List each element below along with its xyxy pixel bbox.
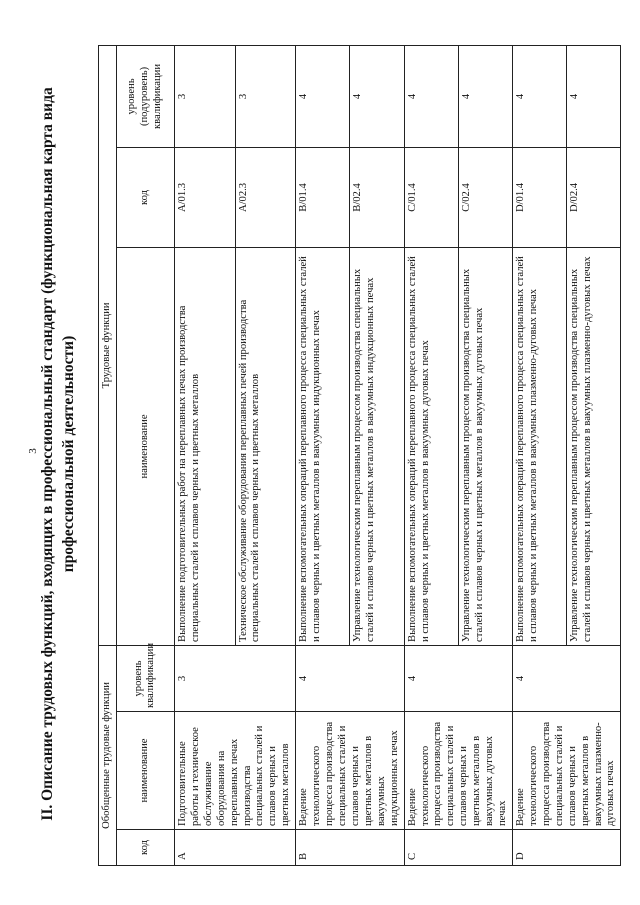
table-row: [404, 45, 458, 865]
group-name: Ведение технологического процесса производства специальных сталей и сплавов черных и цветных металлов в вакуумных плазменно-дуговых печах: [512, 712, 620, 830]
function-name: Выполнение вспомогательных операций переплавного процесса специальных сталей и сплавов черных и цветных металлов в вакуумных дуговых печах: [404, 247, 458, 645]
function-name: Выполнение подготовительных работ на переплавных печах производства специальных сталей и сплавов черных и цветных металлов: [174, 247, 235, 645]
function-code: B/01.4: [296, 147, 350, 247]
func-name-header: наименование: [116, 247, 174, 645]
function-name: Управление технологическим переплавным процессом производства специальных сталей и сплавов черных и цветных металлов в вакуумных индукционных печах: [350, 247, 404, 645]
group-level: 4: [404, 645, 512, 711]
function-level: 3: [235, 45, 296, 147]
document-title: [36, 24, 98, 884]
gen-name-header: наименование: [116, 712, 174, 830]
title-line-1: II. Описание трудовых функций, входящих в профессиональный стандарт (функциональная карта вида: [39, 87, 56, 821]
group-name: Ведение технологического процесса производства специальных сталей и сплавов черных и цветных металлов в вакуумных дуговых печах: [404, 712, 512, 830]
function-code: A/01.3: [174, 147, 235, 247]
group-level: 3: [174, 645, 295, 711]
func-level-header: уровень (подуровень) квалификации: [116, 45, 174, 147]
group-code: D: [512, 830, 620, 866]
group-code: B: [296, 830, 404, 866]
labor-functions-header: Трудовые функции: [99, 45, 117, 645]
function-code: C/01.4: [404, 147, 458, 247]
gen-level-header: уровень квалификации: [116, 645, 174, 711]
function-level: 4: [296, 45, 350, 147]
functional-map-table: [98, 45, 621, 866]
function-level: 4: [512, 45, 566, 147]
table-row: [174, 45, 235, 865]
group-name: Ведение технологического процесса производства специальных сталей и сплавов черных и цветных металлов в вакуумных индукционных печах: [296, 712, 404, 830]
title-line-2: профессиональной деятельности): [59, 335, 77, 573]
function-level: 3: [174, 45, 235, 147]
table-row: [296, 45, 350, 865]
function-level: 4: [458, 45, 512, 147]
page-number: 3: [26, 448, 39, 454]
function-level: 4: [567, 45, 621, 147]
function-level: 4: [404, 45, 458, 147]
function-name: Управление технологическим переплавным процессом производства специальных сталей и сплавов черных и цветных металлов в вакуумных плазменно-дуговых печах: [567, 247, 621, 645]
function-level: 4: [350, 45, 404, 147]
group-level: 4: [296, 645, 404, 711]
group-code: C: [404, 830, 512, 866]
gen-code-header: код: [116, 830, 174, 866]
func-code-header: код: [116, 147, 174, 247]
function-code: D/01.4: [512, 147, 566, 247]
group-code: A: [174, 830, 295, 866]
function-code: D/02.4: [567, 147, 621, 247]
function-name: Управление технологическим переплавным процессом производства специальных сталей и сплавов черных и цветных металлов в вакуумных дуговых печах: [458, 247, 512, 645]
group-name: Подготовительные работы и техническое обслуживание оборудования на переплавных печах производства специальных сталей и сплавов черных и цветных металлов: [174, 712, 295, 830]
function-code: C/02.4: [458, 147, 512, 247]
function-name: Выполнение вспомогательных операций переплавного процесса специальных сталей и сплавов черных и цветных металлов в вакуумных плазменно-дуговых печах: [512, 247, 566, 645]
generalized-functions-header: Обобщенные трудовые функции: [99, 645, 117, 865]
table-row: [512, 45, 566, 865]
function-code: B/02.4: [350, 147, 404, 247]
function-name: Техническое обслуживание оборудования переплавных печей производства специальных сталей и сплавов черных и цветных металлов: [235, 247, 296, 645]
group-level: 4: [512, 645, 620, 711]
rotated-page-content: [36, 24, 617, 884]
function-name: Выполнение вспомогательных операций переплавного процесса специальных сталей и сплавов черных и цветных металлов в вакуумных индукционных печах: [296, 247, 350, 645]
function-code: A/02.3: [235, 147, 296, 247]
